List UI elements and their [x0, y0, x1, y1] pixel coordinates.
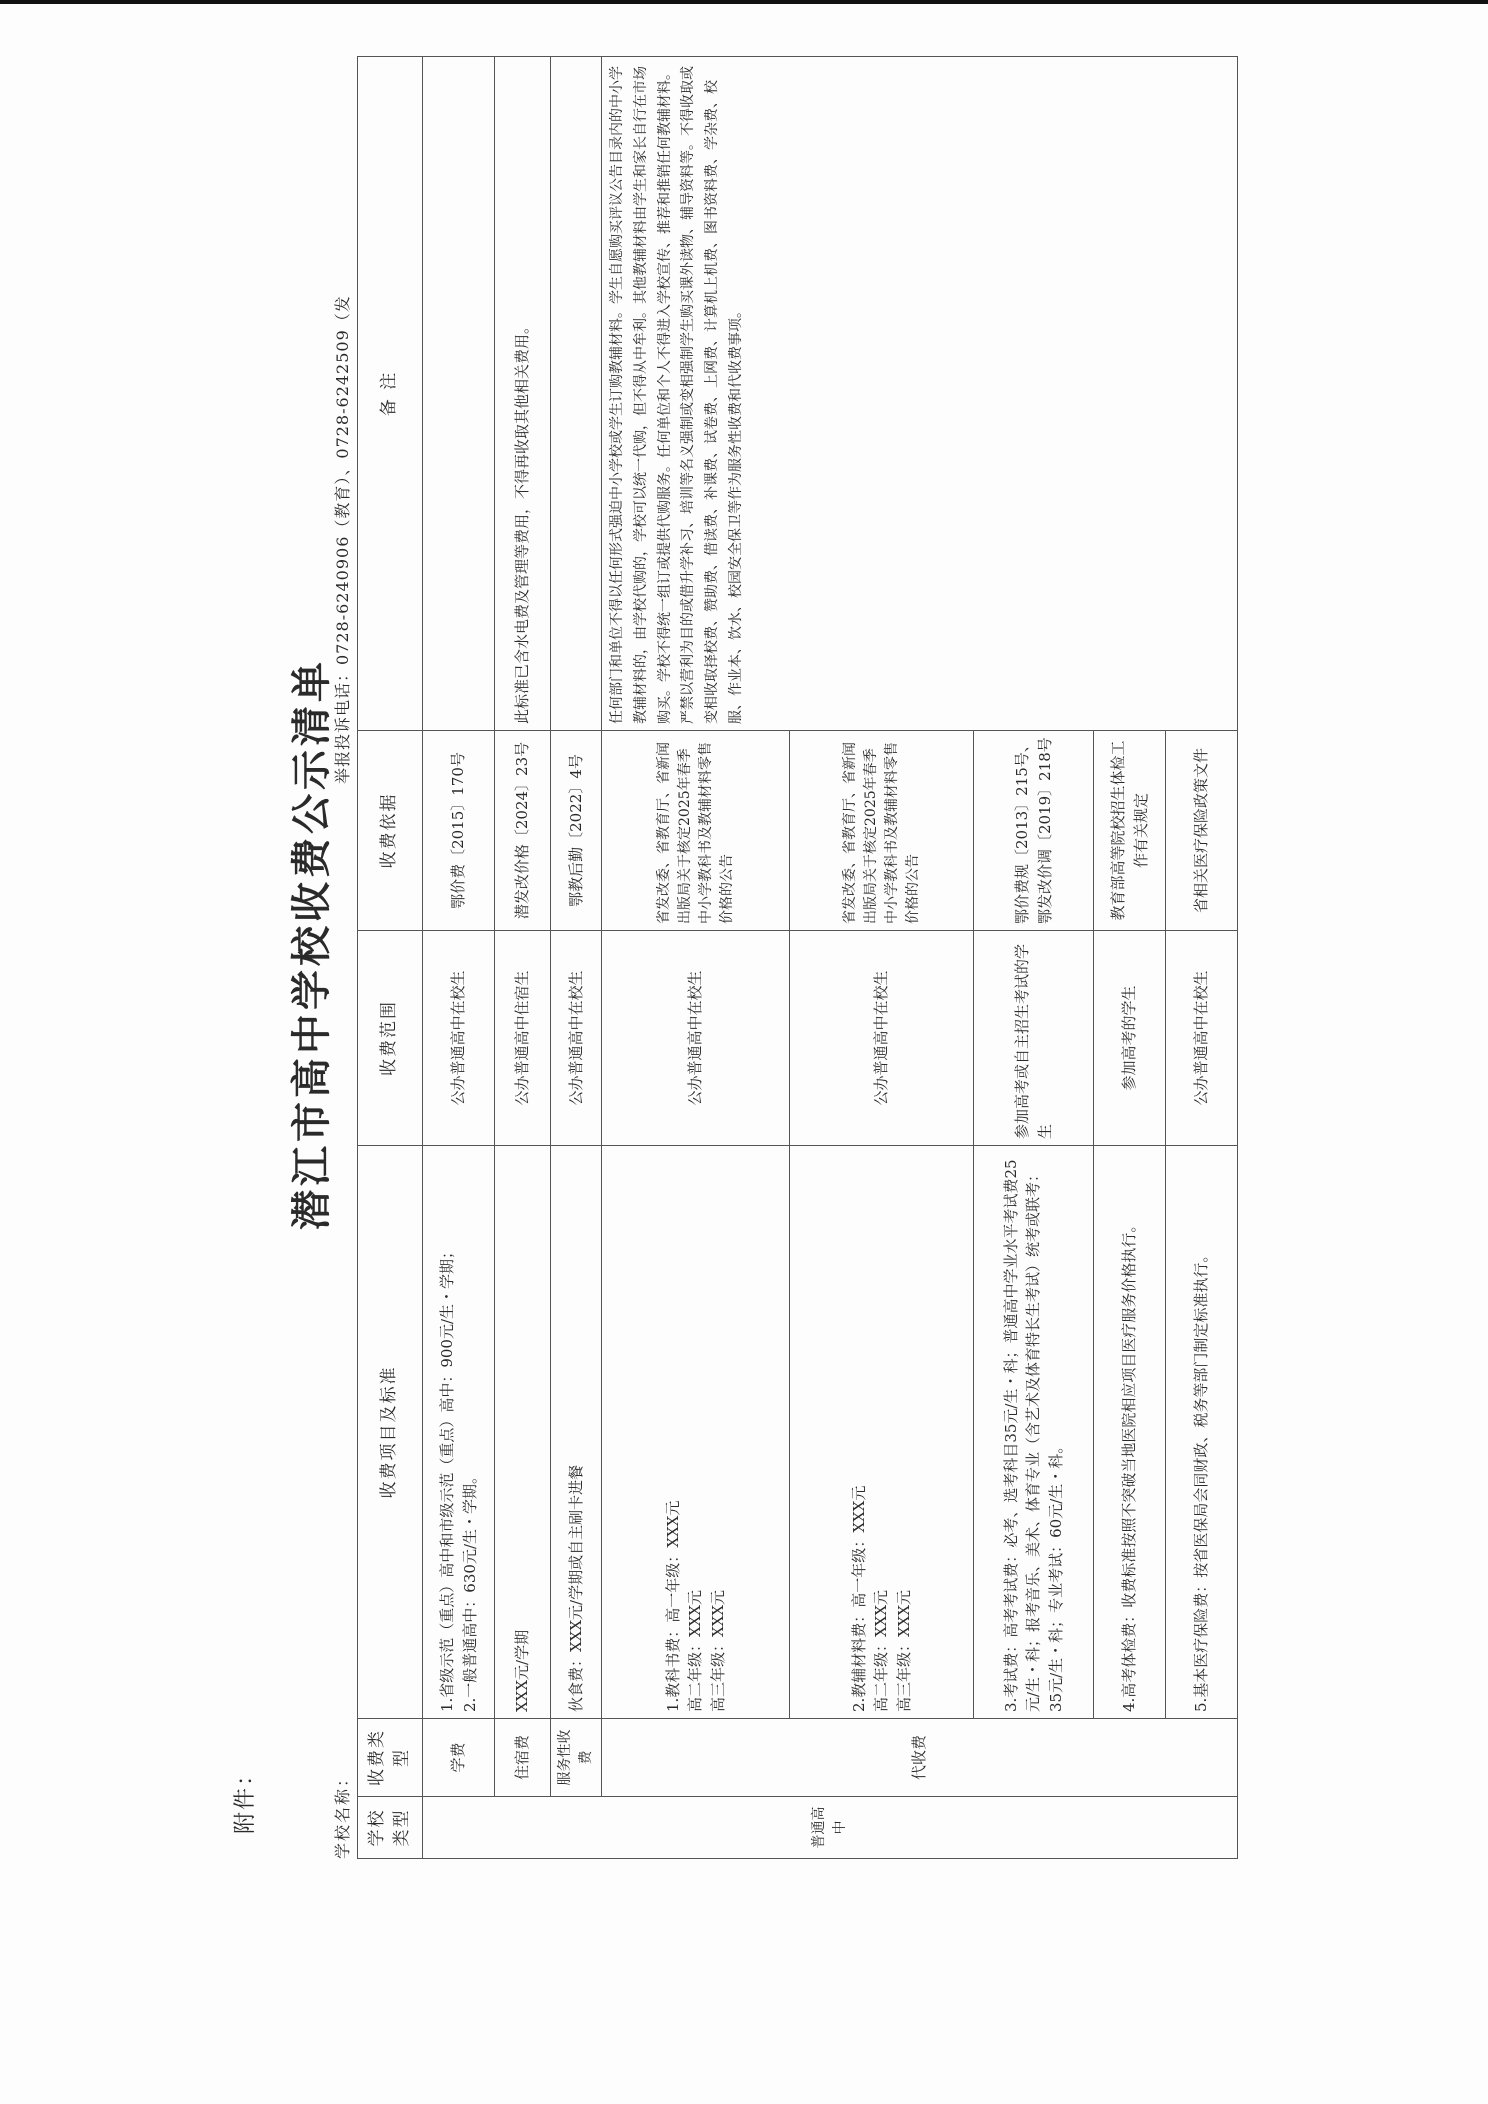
remarks-cell: [551, 57, 602, 731]
scope-cell: 公办普通高中在校生: [602, 931, 790, 1146]
header-remarks: 备 注: [358, 57, 423, 731]
basis-cell: 鄂价费〔2015〕170号: [423, 731, 495, 931]
basis-cell: 鄂教后勤〔2022〕4号: [551, 731, 602, 931]
scope-cell: 公办普通高中在校生: [551, 931, 602, 1146]
basis-cell: 鄂价费规〔2013〕215号、鄂发改价调〔2019〕218号: [974, 731, 1094, 931]
items-cell: 1.省级示范（重点）高中和市级示范（重点）高中：900元/生・学期； 2.一般普通高中：630元/生・学期。: [423, 1146, 495, 1719]
fee-type-cell: 住宿费: [495, 1719, 551, 1797]
table-row: [551, 57, 602, 1859]
page-title: 潜江市高中学校收费公示清单: [288, 658, 335, 1230]
items-cell: 4.高考体检费：收费标准按照不突破当地医院相应项目医疗服务价格执行。: [1094, 1146, 1166, 1719]
scope-cell: 公办普通高中在校生: [423, 931, 495, 1146]
attachment-label: 附件：: [233, 1761, 258, 1834]
school-type-cell: 普通高中: [423, 1797, 1238, 1859]
scope-cell: 参加高考的学生: [1094, 931, 1166, 1146]
remarks-cell: 任何部门和单位不得以任何形式强迫中小学校或学生订购教辅材料。学生自愿购买评议公告目录内的中小学教辅材料的，由学校代购的，学校可以统一代购，但不得从中牟利。其他教辅材料由学生和家长自行在市场购买。学校不得统一组订或提供代购服务。任何单位和个人不得进入学校宣传、推荐和推销任何教辅材料。严禁以营利为目的或借升学补习、培训等名义强制或变相强制学生购买课外读物、辅导资料等。不得收取或变相收取择校费、赞助费、借读费、补课费、试卷费、上网费、计算机上机费、图书资料费、学杂费、校服、作业本、饮水、校园安全保卫等作为服务性收费和代收费事项。: [602, 57, 1238, 731]
fee-type-cell: 服务性收费: [551, 1719, 602, 1797]
header-items: 收费项目及标准: [358, 1146, 423, 1719]
scope-cell: 公办普通高中在校生: [790, 931, 974, 1146]
remarks-cell: [423, 57, 495, 731]
complaint-hotline: 举报投诉电话：0728-6240906（教育）、0728-6242509（发: [333, 295, 352, 784]
school-name-label: 学校名称：: [333, 1768, 352, 1859]
header-fee-type: 收费类型: [358, 1719, 423, 1797]
items-cell: 5.基本医疗保险费：按省医保局会同财政、税务等部门制定标准执行。: [1166, 1146, 1238, 1719]
header-row: [358, 57, 423, 1859]
basis-cell: 省发改委、省教育厅、省新闻出版局关于核定2025年春季中小学教科书及教辅材料零售价格的公告: [790, 731, 974, 931]
header-scope: 收费范围: [358, 931, 423, 1146]
scope-cell: 参加高考或自主招生考试的学生: [974, 931, 1094, 1146]
header-basis: 收费依据: [358, 731, 423, 931]
remarks-cell: 此标准已含水电费及管理等费用，不得再收取其他相关费用。: [495, 57, 551, 731]
items-cell: 3.考试费：高考考试费：必考、选考科目35元/生・科；普通高中学业水平考试费25元/生・科；报考音乐、美术、体育专业（含艺术及体育特长生考试）统考或联考：35元/生・科；专业考试：60元/生・科。: [974, 1146, 1094, 1719]
items-cell: 伙食费：XXX元/学期或自主刷卡进餐: [551, 1146, 602, 1719]
header-school-type: 学校类型: [358, 1797, 423, 1859]
items-cell: 2.教辅材料费：高一年级：XXX元 高二年级：XXX元 高三年级：XXX元: [790, 1146, 974, 1719]
fee-table: [357, 56, 1238, 1859]
fee-type-cell: 学费: [423, 1719, 495, 1797]
basis-cell: 省发改委、省教育厅、省新闻出版局关于核定2025年春季中小学教科书及教辅材料零售价格的公告: [602, 731, 790, 931]
scope-cell: 公办普通高中住宿生: [495, 931, 551, 1146]
table-row: [495, 57, 551, 1859]
basis-cell: 教育部高等院校招生体检工作有关规定: [1094, 731, 1166, 931]
table-row: [602, 57, 790, 1859]
fee-type-cell: 代收费: [602, 1719, 1238, 1797]
table-row: [423, 57, 495, 1859]
items-cell: 1.教科书费：高一年级：XXX元 高二年级：XXX元 高三年级：XXX元: [602, 1146, 790, 1719]
scope-cell: 公办普通高中在校生: [1166, 931, 1238, 1146]
basis-cell: 省相关医疗保险政策文件: [1166, 731, 1238, 931]
items-cell: XXX元/学期: [495, 1146, 551, 1719]
basis-cell: 潜发改价格〔2024〕23号: [495, 731, 551, 931]
